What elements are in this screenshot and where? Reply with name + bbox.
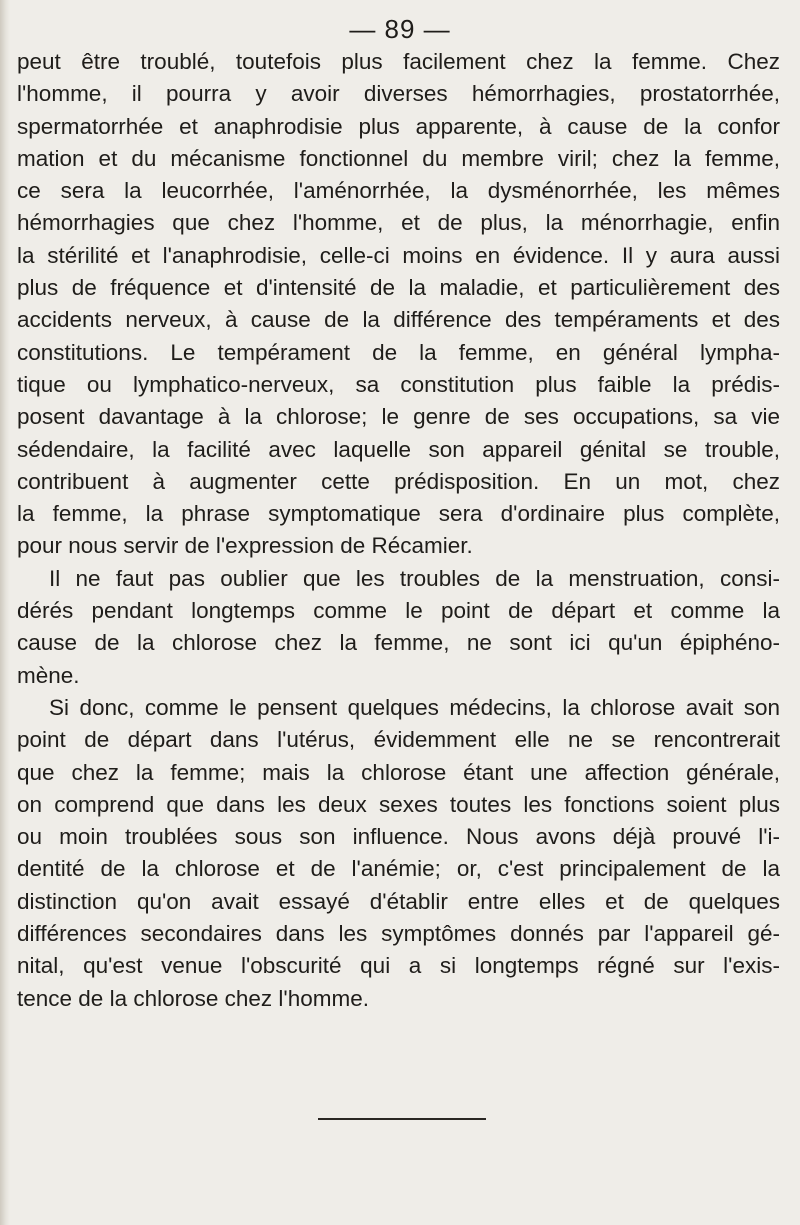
text-line: contribuent à augmenter cette prédisposition. En un mot, chez <box>17 468 780 494</box>
text-line: dentité de la chlorose et de l'anémie; or, c'est principalement de la <box>17 856 780 882</box>
body-text <box>17 46 780 1015</box>
text-line: constitutions. Le tempérament de la femme, en général lympha- <box>17 339 780 365</box>
text-line: point de départ dans l'utérus, évidemment elle ne se rencontrerait <box>17 727 780 753</box>
text-line: l'homme, il pourra y avoir diverses hémorrhagies, prostatorrhée, <box>17 81 780 107</box>
end-rule <box>318 1118 486 1120</box>
text-line: spermatorrhée et anaphrodisie plus apparente, à cause de la confor <box>17 113 780 139</box>
text-line: Il ne faut pas oublier que les troubles de la menstruation, consi- <box>49 565 780 591</box>
text-line: différences secondaires dans les symptômes donnés par l'appareil gé- <box>17 921 780 947</box>
text-line: dérés pendant longtemps comme le point de départ et comme la <box>17 598 780 624</box>
text-line: tique ou lymphatico-nerveux, sa constitution plus faible la prédis- <box>17 371 780 397</box>
text-line: ou moin troublées sous son influence. Nous avons déjà prouvé l'i- <box>17 824 780 850</box>
text-line: ce sera la leucorrhée, l'aménorrhée, la dysménorrhée, les mêmes <box>17 178 780 204</box>
text-line: la stérilité et l'anaphrodisie, celle-ci moins en évidence. Il y aura aussi <box>17 242 780 268</box>
text-line: la femme, la phrase symptomatique sera d'ordinaire plus complète, <box>17 501 780 527</box>
text-line: peut être troublé, toutefois plus facilement chez la femme. Chez <box>17 49 780 74</box>
text-line: sédendaire, la facilité avec laquelle son appareil génital se trouble, <box>17 436 780 462</box>
text-line: plus de fréquence et d'intensité de la maladie, et particulièrement des <box>17 275 780 301</box>
text-line: nital, qu'est venue l'obscurité qui a si longtemps régné sur l'exis- <box>17 953 780 979</box>
text-line: accidents nerveux, à cause de la différence des tempéraments et des <box>17 307 780 333</box>
paragraph <box>17 46 780 563</box>
text-line: posent davantage à la chlorose; le genre de ses occupations, sa vie <box>17 404 780 430</box>
text-line: mation et du mécanisme fonctionnel du membre viril; chez la femme, <box>17 145 780 171</box>
text-line: cause de la chlorose chez la femme, ne sont ici qu'un épiphéno- <box>17 630 780 656</box>
page-binding-edge <box>0 0 10 1225</box>
text-line: tence de la chlorose chez l'homme. <box>17 985 369 1011</box>
text-line: on comprend que dans les deux sexes toutes les fonctions soient plus <box>17 791 780 817</box>
text-line: distinction qu'on avait essayé d'établir entre elles et de quelques <box>17 888 780 914</box>
paragraph <box>17 563 780 692</box>
text-line: que chez la femme; mais la chlorose étant une affection générale, <box>17 759 780 785</box>
text-line: mène. <box>17 662 80 688</box>
paragraph <box>17 692 780 1015</box>
page-number: — 89 — <box>349 14 451 44</box>
text-line: Si donc, comme le pensent quelques médecins, la chlorose avait son <box>49 694 780 720</box>
text-line: pour nous servir de l'expression de Récamier. <box>17 533 473 559</box>
text-line: hémorrhagies que chez l'homme, et de plus, la ménorrhagie, enfin <box>17 210 780 236</box>
